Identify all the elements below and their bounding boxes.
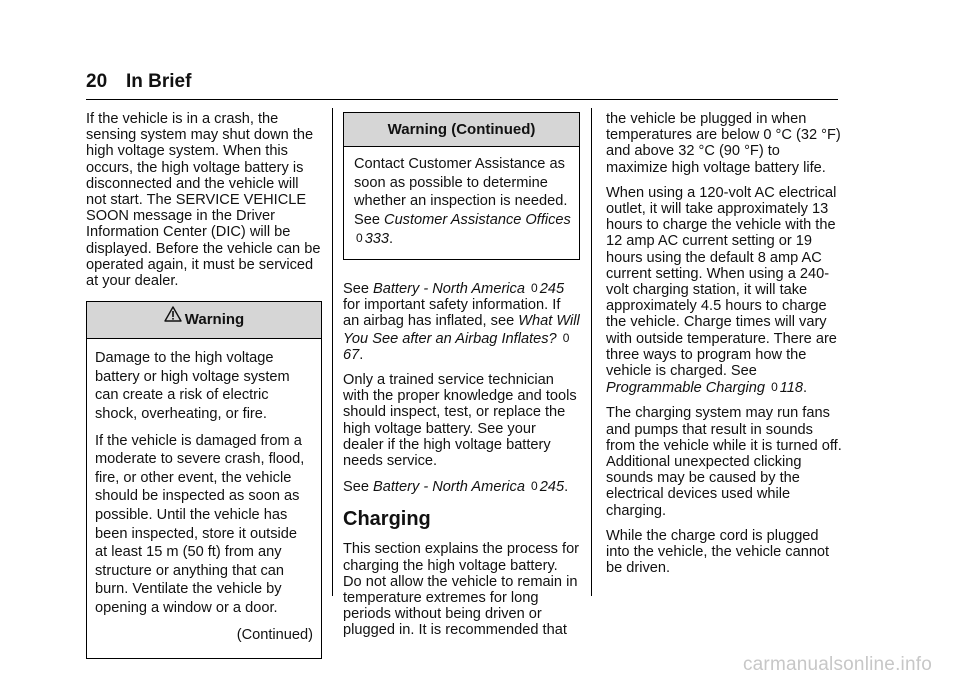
page-ref-67[interactable]: 67 (343, 346, 360, 363)
fan-sounds-paragraph: The charging system may run fans and pumps that result in sounds from the vehicle while it is turned off. Additional unexpected clicking sounds may be caused by the electrical devices used while charging. (606, 405, 842, 519)
technician-paragraph: Only a trained service technician with the proper knowledge and tools should inspect, test, or replace the high voltage battery. See your dealer if the high voltage battery needs service. (343, 371, 577, 469)
temperature-paragraph: the vehicle be plugged in when temperatures are below 0 °C (32 °F) and above 32 °C (90 °F) to maximize high voltage battery life. (606, 111, 841, 176)
page-ref-icon: 0 (562, 330, 570, 345)
charge-time-paragraph: When using a 120-volt AC electrical outlet, it will take approximately 13 hours to charge the vehicle with the 12 amp AC current setting or 19 hours using the default 8 amp AC current setting. When using a 240-volt charging station, it will take approximately 4.5 hours to charge the vehicle. Charge times will vary with outside temperature. There are three ways to program how the vehicle is charged. See Programmable Charging 0 118. (606, 184, 837, 397)
warning-title: Warning (184, 311, 245, 329)
header-rule (86, 99, 838, 100)
battery-north-america-link[interactable]: Battery - North America (373, 280, 525, 297)
warning-continued-header: Warning (Continued) (344, 113, 579, 147)
column-divider-2 (591, 108, 592, 596)
programmable-charging-link[interactable]: Programmable Charging (606, 380, 765, 397)
battery-safety-paragraph: See Battery - North America 0 245 for important safety information. If an airbag has inflated, see What Will You See after an Airbag Inflates? 067. (343, 280, 580, 363)
battery-north-america-link-2[interactable]: Battery - North America (373, 479, 525, 496)
section-title: In Brief (126, 71, 192, 92)
warning-box-continued (343, 112, 580, 260)
page-ref-icon: 0 (531, 280, 538, 295)
page-ref-245[interactable]: 245 (539, 280, 565, 297)
warning-continued-body: Contact Customer Assistance as soon as possible to determine whether an inspection is needed. See Customer Assistance Offices 0 333. (354, 156, 571, 248)
battery-see-paragraph: See Battery - North America 0 245. (343, 479, 569, 496)
crash-intro-paragraph: If the vehicle is in a crash, the sensing system may shut down the high voltage system. When this occurs, the high voltage battery is disconnected and the vehicle will not start. The SERVICE VEHICLE SOON message in the Driver Information Center (DIC) will be displayed. Before the vehicle can be operated again, it must be serviced at your dealer. (86, 111, 321, 290)
continued-label: (Continued) (236, 626, 313, 643)
page-ref-icon: 0 (356, 231, 363, 246)
warning-header (87, 302, 321, 339)
watermark: carmanualsonline.info (742, 654, 932, 675)
page-ref-333[interactable]: 333 (364, 231, 390, 248)
warning-body (87, 339, 321, 658)
page-header (86, 70, 838, 98)
charging-heading: Charging (343, 508, 431, 531)
airbag-inflates-link[interactable]: What Will You See after an Airbag Inflates? (343, 313, 580, 347)
column-2 (343, 112, 580, 648)
warning-box-high-voltage (86, 301, 322, 659)
column-divider-1 (332, 108, 333, 596)
warning-paragraph-2: If the vehicle is damaged from a moderate to severe crash, flood, fire, or other event, the vehicle should be inspected as soon as possible. Until the vehicle has been inspected, store it outside at least 15 m (50 ft) from any structure or anything that can burn. Ventilate the vehicle by opening a window or a door. (95, 432, 305, 616)
page-ref-icon: 0 (531, 479, 538, 494)
page-ref-245-b[interactable]: 245 (539, 479, 565, 496)
page-number: 20 (86, 71, 108, 92)
charge-cord-paragraph: While the charge cord is plugged into the vehicle, the vehicle cannot be driven. (606, 527, 830, 577)
warning-triangle-icon (164, 300, 182, 336)
column-3 (606, 111, 842, 585)
page-ref-icon: 0 (771, 380, 778, 395)
customer-assistance-link[interactable]: Customer Assistance Offices (384, 211, 571, 228)
page-ref-118[interactable]: 118 (779, 380, 804, 397)
column-1 (86, 111, 322, 659)
warning-paragraph-1: Damage to the high voltage battery or high voltage system can create a risk of electric shock, overheating, or fire. (95, 350, 290, 423)
charging-intro-paragraph: This section explains the process for charging the high voltage battery. Do not allow the vehicle to remain in temperature extremes for long periods without being driven or plugged in. It is recommended that (343, 541, 580, 639)
warning-continued-text: Contact Customer Assistance as soon as possible to determine whether an inspection is needed. See (354, 156, 568, 228)
